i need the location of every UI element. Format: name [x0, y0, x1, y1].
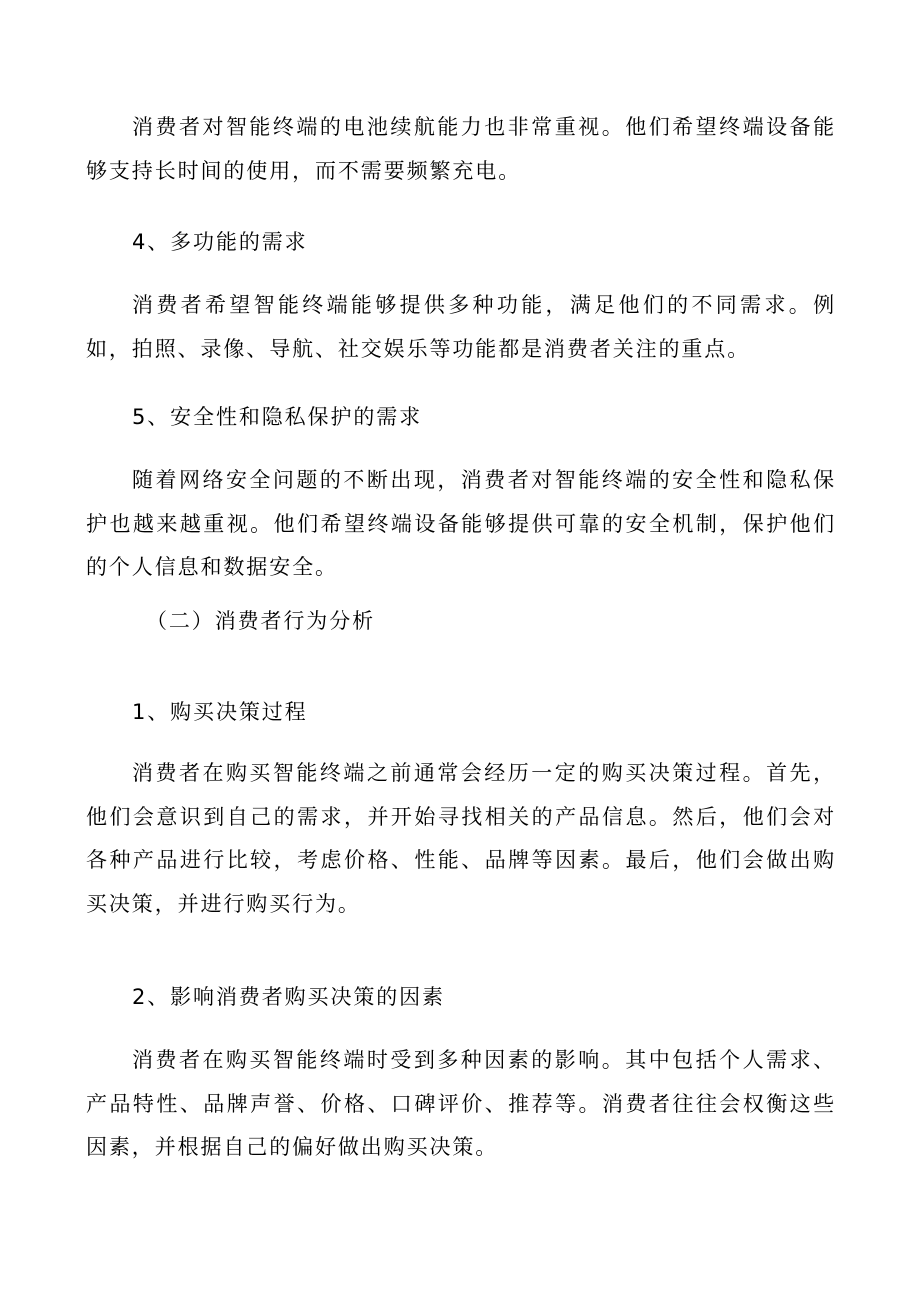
paragraph-decision-factors: 消费者在购买智能终端时受到多种因素的影响。其中包括个人需求、产品特性、品牌声誉、价格、口碑评价、推荐等。消费者往往会权衡这些因素，并根据自己的偏好做出购买决策。	[86, 1048, 836, 1159]
heading-purchase-decision-process: 1、购买决策过程	[132, 700, 308, 724]
paragraph-security: 随着网络安全问题的不断出现，消费者对智能终端的安全性和隐私保护也越来越重视。他们希望终端设备能够提供可靠的安全机制，保护他们的个人信息和数据安全。	[86, 468, 836, 579]
paragraph-decision-process: 消费者在购买智能终端之前通常会经历一定的购买决策过程。首先，他们会意识到自己的需求，并开始寻找相关的产品信息。然后，他们会对各种产品进行比较，考虑价格、性能、品牌等因素。最后，他们会做出购买决策，并进行购买行为。	[86, 761, 836, 916]
heading-multifunction-demand: 4、多功能的需求	[132, 230, 308, 254]
paragraph-multifunction: 消费者希望智能终端能够提供多种功能，满足他们的不同需求。例如，拍照、录像、导航、社交娱乐等功能都是消费者关注的重点。	[86, 293, 836, 361]
section-heading-consumer-behavior: （二）消费者行为分析	[146, 609, 375, 633]
paragraph-battery-life: 消费者对智能终端的电池续航能力也非常重视。他们希望终端设备能够支持长时间的使用，而不需要频繁充电。	[86, 115, 836, 183]
heading-security-privacy-demand: 5、安全性和隐私保护的需求	[132, 405, 423, 429]
heading-decision-factors: 2、影响消费者购买决策的因素	[132, 985, 445, 1009]
